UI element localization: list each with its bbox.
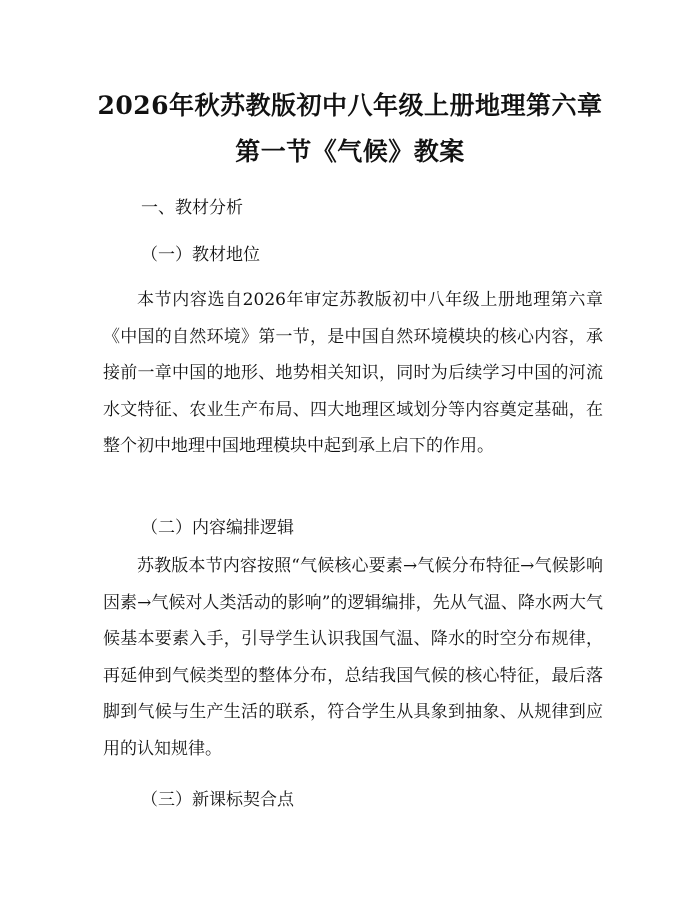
section-heading-textbook-analysis: 一、教材分析 xyxy=(141,198,243,218)
paragraph-content-logic: 苏教版本节内容按照“气候核心要素→气候分布特征→气候影响因素→气候对人类活动的影响”的逻辑编排，先从气温、降水两大气候基本要素入手，引导学生认识我国气温、降水的时空分布规律，再延伸到气候类型的整体分布，总结我国气候的核心特征，最后落脚到气候与生产生活的联系，符合学生从具象到抽象、从规律到应用的认知规律。 xyxy=(103,556,603,759)
subsection-heading-content-logic: （二）内容编排逻辑 xyxy=(141,518,294,538)
document-title-line-1: 2026年秋苏教版初中八年级上册地理第六章 xyxy=(97,91,603,120)
paragraph-textbook-position: 本节内容选自2026年审定苏教版初中八年级上册地理第六章《中国的自然环境》第一节，是中国自然环境模块的核心内容，承接前一章中国的地形、地势相关知识，同时为后续学习中国的河流水文特征、农业生产布局、四大地理区域划分等内容奠定基础，在整个初中地理中国地理模块中起到承上启下的作用。 xyxy=(103,290,603,457)
subsection-heading-textbook-position: （一）教材地位 xyxy=(141,245,260,265)
subsection-heading-curriculum-alignment: （三）新课标契合点 xyxy=(141,790,294,810)
document-title-line-2: 第一节《气候》教案 xyxy=(235,137,465,166)
